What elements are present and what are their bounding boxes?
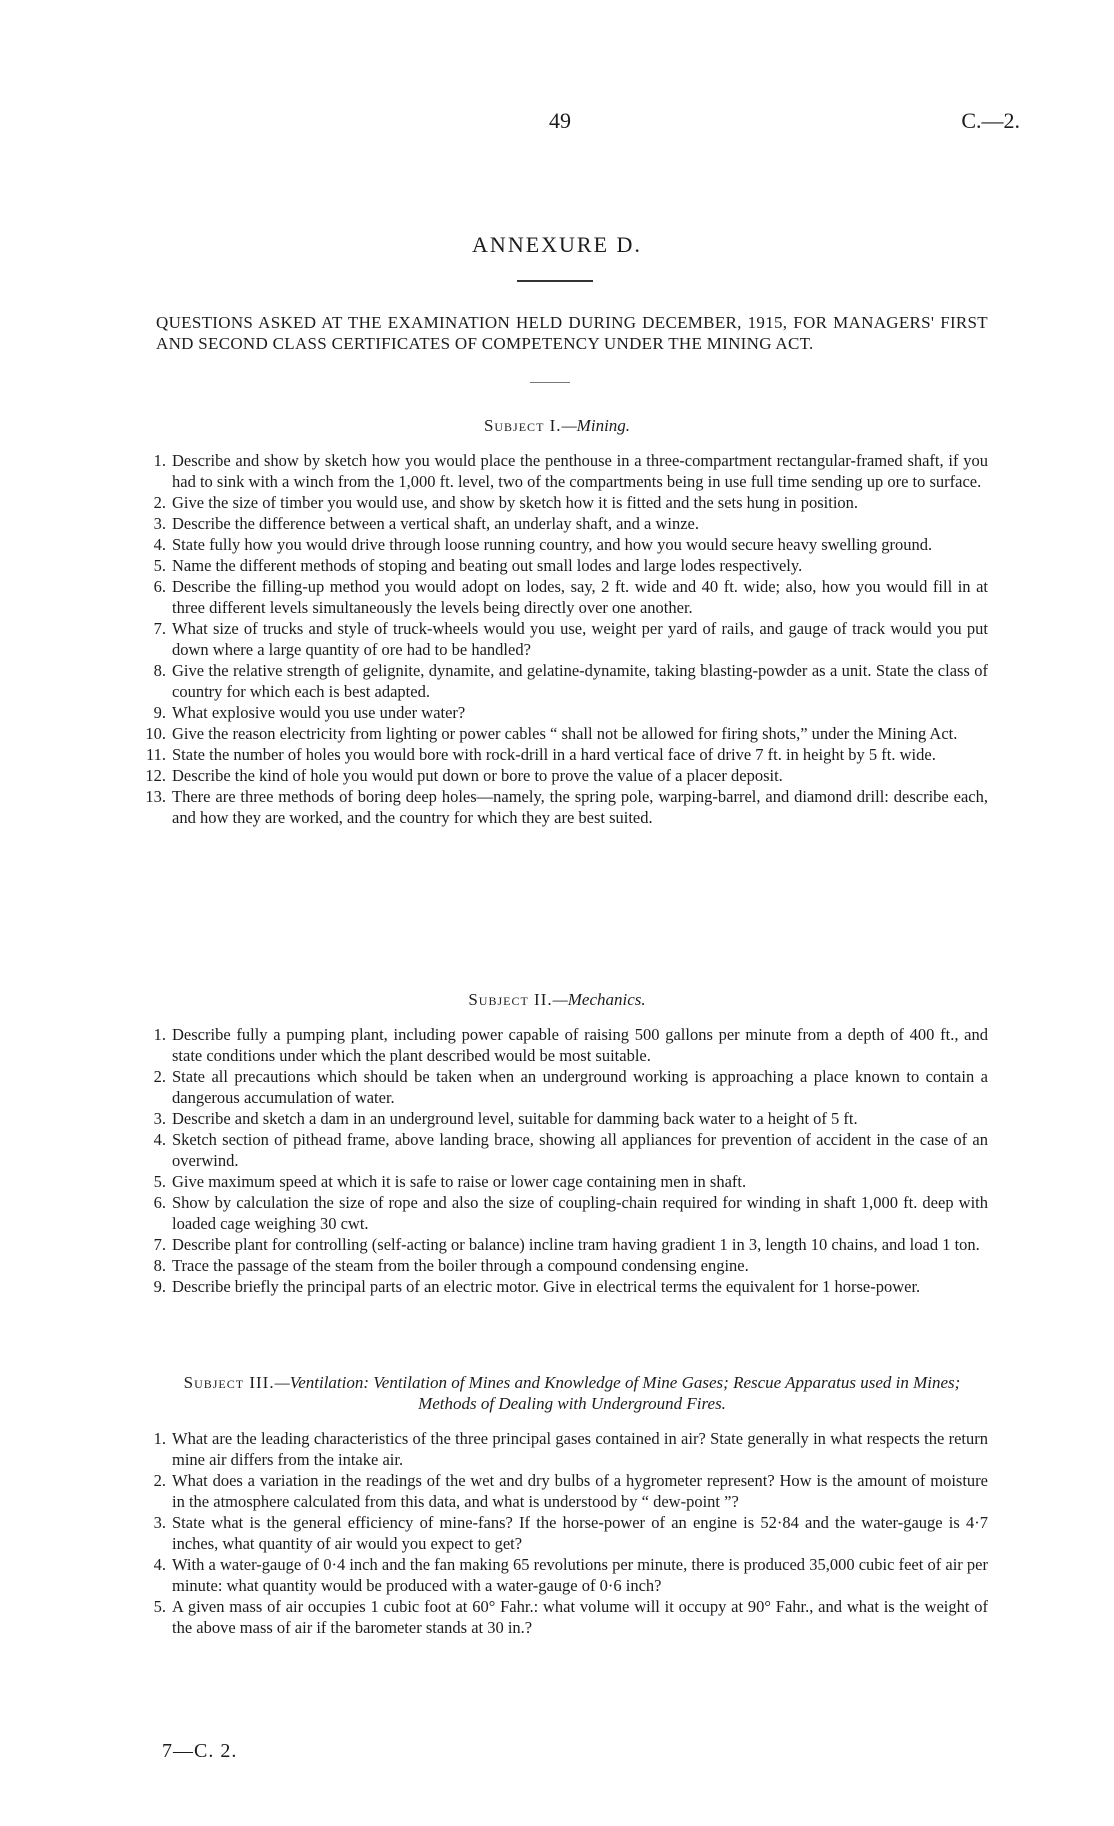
question-number: 7. [153, 1235, 166, 1254]
question-text: Give maximum speed at which it is safe to raise or lower cage containing men in shaft. [172, 1172, 747, 1191]
question-item [144, 1255, 988, 1276]
question-number: 6. [153, 1193, 166, 1212]
question-item [144, 660, 988, 702]
question-text: Describe and show by sketch how you would place the penthouse in a three-compartment rectangular-framed shaft, if you had to sink with a winch from the 1,000 ft. level, two of the compartments being in use full time sending up ore to surface. [172, 451, 988, 491]
question-number: 7. [153, 619, 166, 638]
question-item [144, 492, 988, 513]
question-text: Describe the difference between a vertical shaft, an underlay shaft, and a winze. [172, 514, 699, 533]
question-number: 5. [153, 1597, 166, 1616]
question-item [144, 1470, 988, 1512]
question-item [144, 1234, 988, 1255]
subject-2-questions [144, 1024, 988, 1297]
question-text: Describe plant for controlling (self-acting or balance) incline tram having gradient 1 in 3, length 10 chains, and load 1 ton. [172, 1235, 980, 1254]
question-number: 1. [153, 1025, 166, 1044]
question-text: Describe the filling-up method you would adopt on lodes, say, 2 ft. wide and 40 ft. wide; also, how you would fill in at three different levels simultaneously the levels being directly over one another. [172, 577, 988, 617]
subject-3-questions [144, 1428, 988, 1638]
question-item [144, 1554, 988, 1596]
question-item [144, 1596, 988, 1638]
document-reference: C.—2. [961, 108, 1020, 133]
question-item [144, 786, 988, 828]
page-number: 49 [549, 108, 571, 133]
question-number: 3. [153, 1513, 166, 1532]
question-text: What does a variation in the readings of the wet and dry bulbs of a hygrometer represent? How is the amount of moisture in the atmosphere calculated from this data, and what is understood by “ dew-point ”? [172, 1471, 988, 1511]
subject-1-questions [144, 450, 988, 828]
subject-1-heading [0, 416, 1114, 436]
question-number: 8. [153, 661, 166, 680]
question-number: 6. [153, 577, 166, 596]
question-item [144, 1512, 988, 1554]
question-number: 13. [145, 787, 166, 806]
question-text: State the number of holes you would bore with rock-drill in a hard vertical face of drive 7 ft. in height by 5 ft. wide. [172, 745, 936, 764]
subject-3-heading [156, 1372, 988, 1414]
question-number: 2. [153, 1067, 166, 1086]
question-item [144, 618, 988, 660]
question-text: There are three methods of boring deep holes—namely, the spring pole, warping-barrel, and diamond drill: describe each, and how they are worked, and the country for which they are best suited. [172, 787, 988, 827]
question-item [144, 723, 988, 744]
subject-2-prefix: Subject II. [468, 990, 553, 1009]
subject-2-heading [0, 990, 1114, 1010]
question-number: 3. [153, 514, 166, 533]
question-text: With a water-gauge of 0·4 inch and the fan making 65 revolutions per minute, there is produced 35,000 cubic feet of air per minute: what quantity would be produced with a water-gauge of 0·6 inch? [172, 1555, 988, 1595]
question-number: 9. [153, 703, 166, 722]
question-text: State all precautions which should be taken when an underground working is approaching a place known to contain a dangerous accumulation of water. [172, 1067, 988, 1107]
question-text: Sketch section of pithead frame, above landing brace, showing all appliances for prevention of accident in the case of an overwind. [172, 1130, 988, 1170]
subject-3-prefix: Subject III. [183, 1373, 275, 1392]
question-text: A given mass of air occupies 1 cubic foot at 60° Fahr.: what volume will it occupy at 90° Fahr., and what is the weight of the above mass of air if the barometer stands at 30 in.? [172, 1597, 988, 1637]
question-text: What size of trucks and style of truck-wheels would you use, weight per yard of rails, and gauge of track would you put down where a large quantity of ore had to be handled? [172, 619, 988, 659]
question-text: Give the reason electricity from lighting or power cables “ shall not be allowed for firing shots,” under the Mining Act. [172, 724, 958, 743]
question-text: What explosive would you use under water? [172, 703, 466, 722]
question-number: 1. [153, 451, 166, 470]
question-number: 4. [153, 1555, 166, 1574]
question-text: Give the relative strength of gelignite, dynamite, and gelatine-dynamite, taking blasting-powder as a unit. State the class of country for which each is best adapted. [172, 661, 988, 701]
question-number: 4. [153, 1130, 166, 1149]
question-item [144, 1066, 988, 1108]
question-item [144, 1192, 988, 1234]
question-number: 12. [145, 766, 166, 785]
question-item [144, 702, 988, 723]
question-item [144, 1428, 988, 1470]
question-number: 2. [153, 1471, 166, 1490]
question-item [144, 765, 988, 786]
question-text: Describe and sketch a dam in an underground level, suitable for damming back water to a height of 5 ft. [172, 1109, 858, 1128]
question-item [144, 1276, 988, 1297]
question-item [144, 744, 988, 765]
question-text: What are the leading characteristics of the three principal gases contained in air? State generally in what respects the return mine air differs from the intake air. [172, 1429, 988, 1469]
question-number: 2. [153, 493, 166, 512]
question-item [144, 1171, 988, 1192]
question-number: 8. [153, 1256, 166, 1275]
question-number: 9. [153, 1277, 166, 1296]
subject-1-name: —Mining. [561, 416, 631, 435]
question-number: 3. [153, 1109, 166, 1128]
question-number: 1. [153, 1429, 166, 1448]
question-text: Describe fully a pumping plant, including power capable of raising 500 gallons per minute from a depth of 400 ft., and state conditions under which the plant described would be most suitable. [172, 1025, 988, 1065]
question-text: Name the different methods of stoping and beating out small lodes and large lodes respectively. [172, 556, 803, 575]
question-text: Describe the kind of hole you would put down or bore to prove the value of a placer deposit. [172, 766, 783, 785]
question-item [144, 1024, 988, 1066]
question-item [144, 450, 988, 492]
question-number: 5. [153, 1172, 166, 1191]
subject-1-prefix: Subject I. [483, 416, 562, 435]
signature-mark: 7—C. 2. [162, 1740, 238, 1762]
question-item [144, 555, 988, 576]
question-text: State what is the general efficiency of mine-fans? If the horse-power of an engine is 52·84 and the water-gauge is 4·7 inches, what quantity of air would you expect to get? [172, 1513, 988, 1553]
title-rule [517, 280, 593, 282]
question-text: Give the size of timber you would use, and show by sketch how it is fitted and the sets hung in position. [172, 493, 859, 512]
question-item [144, 534, 988, 555]
question-item [144, 1108, 988, 1129]
question-number: 10. [145, 724, 166, 743]
intro-heading: QUESTIONS ASKED AT THE EXAMINATION HELD DURING DECEMBER, 1915, FOR MANAGERS' FIRST AND SECOND CLASS CERTIFICATES OF COMPETENCY UNDER THE MINING ACT. [156, 313, 988, 353]
question-number: 11. [145, 745, 166, 764]
question-item [144, 1129, 988, 1171]
question-item [144, 513, 988, 534]
question-number: 4. [153, 535, 166, 554]
question-text: State fully how you would drive through loose running country, and how you would secure heavy swelling ground. [172, 535, 933, 554]
question-text: Show by calculation the size of rope and also the size of coupling-chain required for winding in shaft 1,000 ft. deep with loaded cage weighing 30 cwt. [172, 1193, 988, 1233]
question-text: Trace the passage of the steam from the boiler through a compound condensing engine. [172, 1256, 749, 1275]
question-text: Describe briefly the principal parts of an electric motor. Give in electrical terms the equivalent for 1 horse-power. [172, 1277, 921, 1296]
intro-rule [530, 382, 570, 383]
subject-2-name: —Mechanics. [552, 990, 646, 1009]
question-number: 5. [153, 556, 166, 575]
subject-3-name: —Ventilation: Ventilation of Mines and Knowledge of Mine Gases; Rescue Apparatus used in Mines; Methods of Dealing with Underground Fires. [274, 1373, 961, 1413]
annex-title: ANNEXURE D. [472, 232, 642, 257]
question-item [144, 576, 988, 618]
